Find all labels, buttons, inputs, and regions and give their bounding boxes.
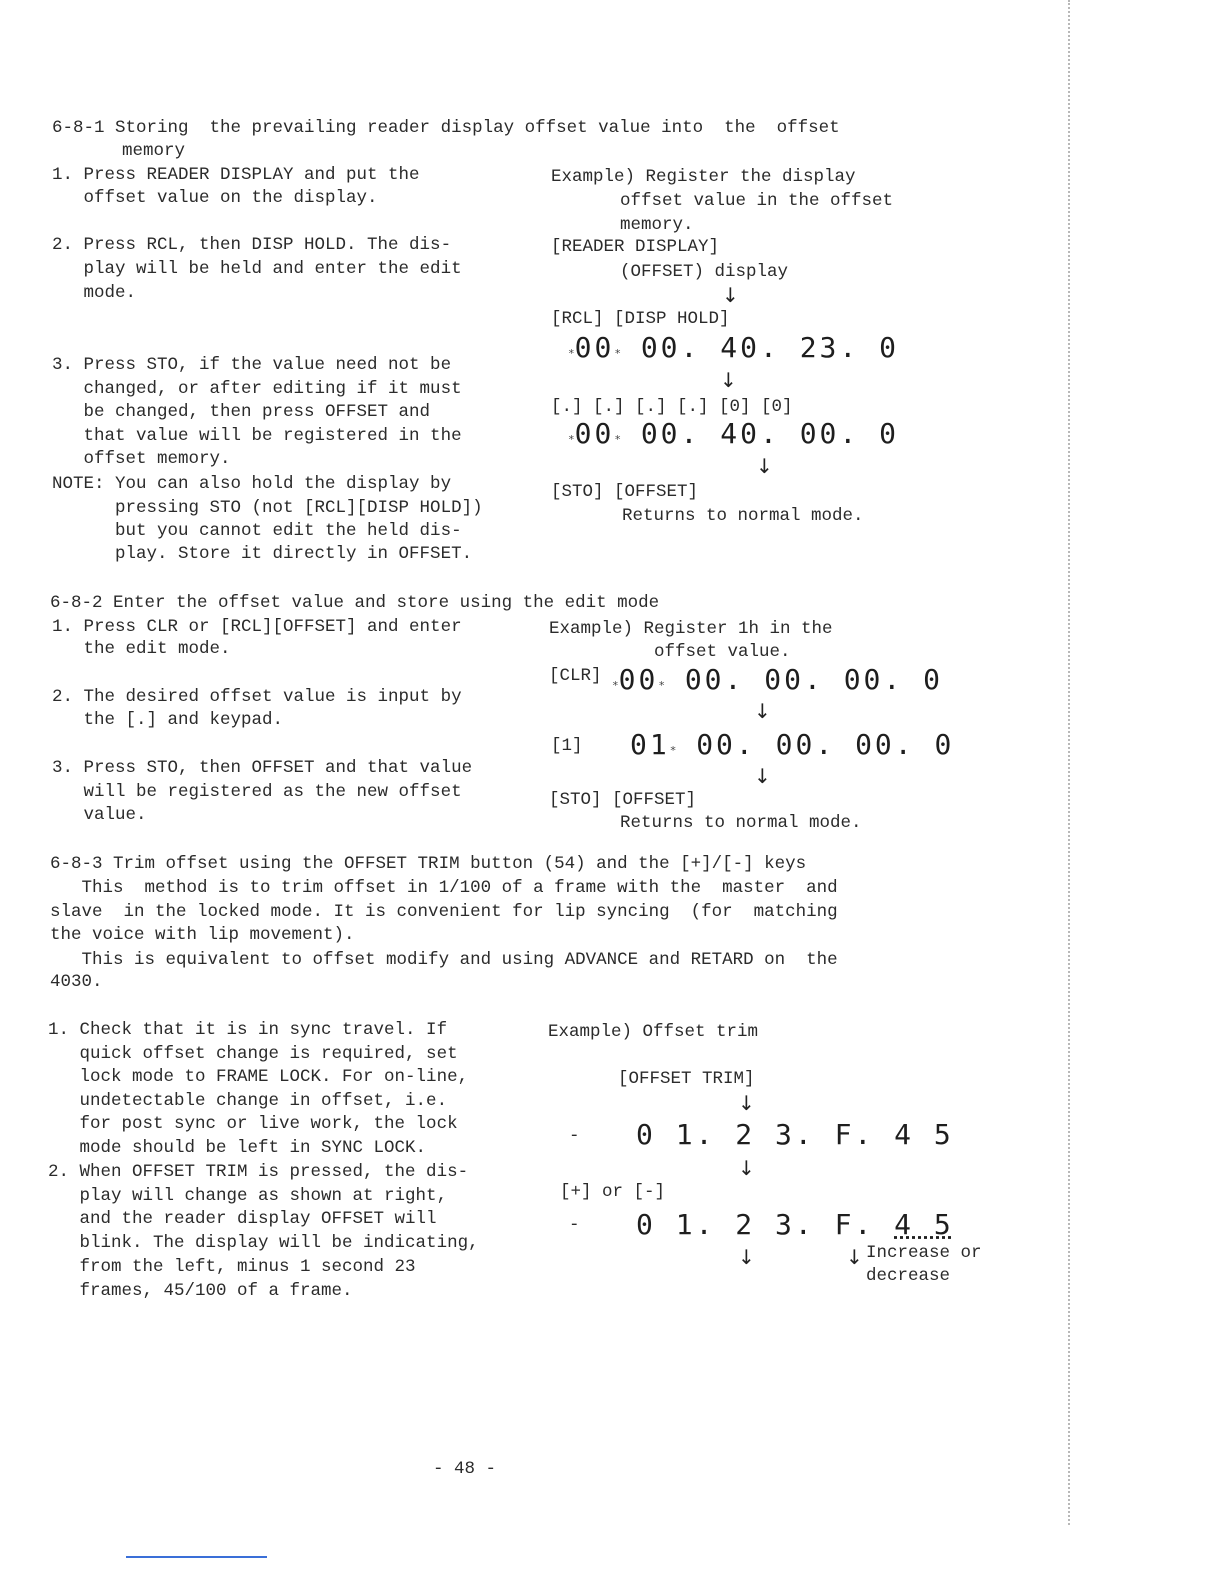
section-heading-6-8-1: 6-8-1 Storing the prevailing reader display offset value into the offset [52, 118, 840, 138]
step-text: quick offset change is required, set [48, 1044, 458, 1064]
step-text: 2. Press RCL, then DISP HOLD. The dis- [52, 235, 452, 255]
annotation-text: decrease [866, 1266, 951, 1286]
section-heading-6-8-1-cont: memory [122, 141, 186, 161]
step-text: the edit mode. [52, 639, 231, 659]
example-text: memory. [620, 215, 694, 235]
down-arrow-icon: ↓ [756, 454, 773, 478]
example-text: (OFFSET) display [620, 262, 789, 282]
display-sign: - [569, 1126, 580, 1146]
note-text: pressing STO (not [RCL][DISP HOLD]) [52, 498, 483, 518]
step-text: 1. Press READER DISPLAY and put the [52, 165, 420, 185]
step-text: value. [52, 805, 147, 825]
led-display: *00* 00. 40. 23. 0 [568, 331, 899, 364]
step-text: and the reader display OFFSET will [48, 1209, 437, 1229]
note-text: play. Store it directly in OFFSET. [52, 544, 473, 564]
key-sequence: [1] [551, 736, 583, 756]
down-arrow-icon: ↓ [720, 368, 737, 392]
step-text: changed, or after editing if it must [52, 379, 462, 399]
step-text: 3. Press STO, then OFFSET and that value [52, 758, 473, 778]
down-arrow-icon: ↓ [846, 1245, 863, 1269]
example-text: Returns to normal mode. [620, 813, 862, 833]
step-text: 3. Press STO, if the value need not be [52, 355, 452, 375]
down-arrow-icon: ↓ [738, 1156, 755, 1180]
paragraph-line: This is equivalent to offset modify and using ADVANCE and RETARD on the [50, 950, 838, 970]
display-sign: - [569, 1215, 580, 1235]
note-text: NOTE: You can also hold the display by [52, 474, 452, 494]
step-text: frames, 45/100 of a frame. [48, 1281, 353, 1301]
blinking-digits: 4 5 [894, 1208, 954, 1241]
step-text: offset memory. [52, 449, 231, 469]
example-text: offset value. [654, 642, 791, 662]
key-sequence: [.] [.] [.] [.] [0] [0] [551, 397, 793, 417]
key-sequence: [+] or [-] [560, 1182, 666, 1202]
key-sequence: [READER DISPLAY] [551, 237, 720, 257]
led-display: *00* 00. 00. 00. 0 [612, 663, 943, 696]
key-sequence: [CLR] [549, 666, 602, 686]
led-display: *00* 00. 40. 00. 0 [568, 417, 899, 450]
led-display: 01* 00. 00. 00. 0 [630, 728, 955, 761]
step-text: offset value on the display. [52, 188, 378, 208]
step-text: mode. [52, 283, 137, 303]
step-text: will be registered as the new offset [52, 782, 462, 802]
note-text: but you cannot edit the held dis- [52, 521, 462, 541]
led-display: 0 1. 2 3. F. 4 5 [636, 1118, 954, 1151]
paragraph-line: This method is to trim offset in 1/100 of a frame with the master and [50, 878, 838, 898]
down-arrow-icon: ↓ [738, 1091, 755, 1115]
step-text: undetectable change in offset, i.e. [48, 1091, 448, 1111]
key-sequence: [STO] [OFFSET] [551, 482, 699, 502]
step-text: the [.] and keypad. [52, 710, 284, 730]
step-text: play will change as shown at right, [48, 1186, 448, 1206]
step-text: from the left, minus 1 second 23 [48, 1257, 416, 1277]
step-text: lock mode to FRAME LOCK. For on-line, [48, 1067, 469, 1087]
key-sequence: [STO] [OFFSET] [549, 790, 697, 810]
step-text: that value will be registered in the [52, 426, 462, 446]
footer-rule [126, 1556, 267, 1558]
step-text: 1. Check that it is in sync travel. If [48, 1020, 448, 1040]
step-text: mode should be left in SYNC LOCK. [48, 1138, 427, 1158]
example-text: offset value in the offset [620, 191, 894, 211]
section-heading-6-8-3: 6-8-3 Trim offset using the OFFSET TRIM button (54) and the [+]/[-] keys [50, 854, 807, 874]
step-text: for post sync or live work, the lock [48, 1114, 458, 1134]
example-text: Example) Register the display [551, 167, 856, 187]
paragraph-line: the voice with lip movement). [50, 925, 355, 945]
down-arrow-icon: ↓ [754, 764, 771, 788]
step-text: 2. The desired offset value is input by [52, 687, 462, 707]
paragraph-line: slave in the locked mode. It is convenient for lip syncing (for matching [50, 902, 838, 922]
led-display: 0 1. 2 3. F. 4 5 [636, 1208, 954, 1241]
step-text: blink. The display will be indicating, [48, 1233, 479, 1253]
step-text: 2. When OFFSET TRIM is pressed, the dis- [48, 1162, 469, 1182]
step-text: play will be held and enter the edit [52, 259, 462, 279]
down-arrow-icon: ↓ [738, 1245, 755, 1269]
example-text: Example) Register 1h in the [549, 619, 833, 639]
right-margin-dotted-rule [1068, 0, 1070, 1525]
step-text: be changed, then press OFFSET and [52, 402, 431, 422]
key-sequence: [RCL] [DISP HOLD] [551, 309, 730, 329]
paragraph-line: 4030. [50, 972, 103, 992]
section-heading-6-8-2: 6-8-2 Enter the offset value and store using the edit mode [50, 593, 660, 613]
annotation-text: Increase or [866, 1243, 982, 1263]
step-text: 1. Press CLR or [RCL][OFFSET] and enter [52, 617, 462, 637]
down-arrow-icon: ↓ [722, 283, 739, 307]
page-number: - 48 - [433, 1459, 497, 1479]
down-arrow-icon: ↓ [754, 699, 771, 723]
key-sequence: [OFFSET TRIM] [618, 1069, 755, 1089]
example-text: Example) Offset trim [548, 1022, 759, 1042]
example-text: Returns to normal mode. [622, 506, 864, 526]
